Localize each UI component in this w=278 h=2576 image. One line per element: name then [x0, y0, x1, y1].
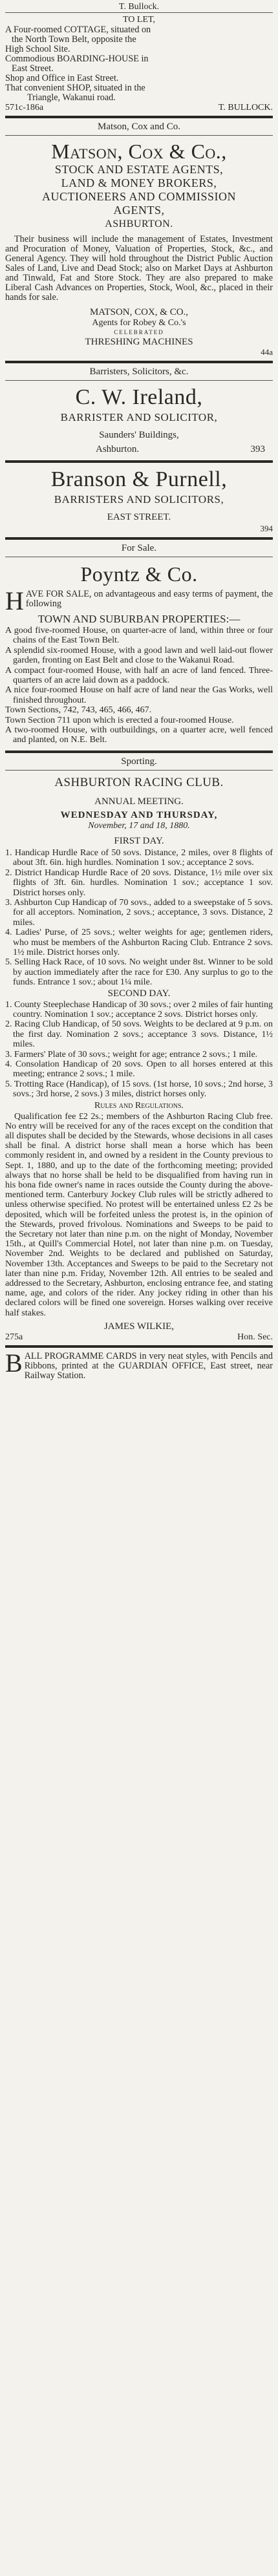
- property-item: A good five-roomed House, on quarter-acre of land, within three or four chains of the East Town Belt.: [5, 626, 273, 646]
- day2-head: SECOND DAY.: [107, 988, 171, 999]
- matson-subtitle: ASHBURTON.: [105, 218, 173, 229]
- race-event: 3. Ashburton Cup Handicap of 70 sovs., added to a sweepstake of 5 sovs. for all acceptors. Nomination, 2 sovs.; acceptance, 3 sovs. Distance, 2 miles.: [5, 897, 273, 928]
- branson-subtitle: BARRISTERS AND SOLICITORS,: [54, 493, 224, 506]
- matson-subtitle: STOCK AND ESTATE AGENTS,: [54, 163, 224, 176]
- race-event: 3. Farmers' Plate of 30 sovs.; weight for age; entrance 2 sovs.; 1 mile.: [5, 1049, 258, 1059]
- poyntz-advert: [5, 557, 273, 745]
- section-head-barristers: Barristers, Solicitors, &c.: [89, 367, 189, 377]
- bullock-signoff: [5, 103, 273, 113]
- bullock-signature-top: T. Bullock.: [118, 2, 160, 12]
- matson-title: Matson, Cox & Co.,: [51, 140, 227, 163]
- ireland-subtitle: BARRISTER AND SOLICITOR,: [60, 411, 218, 423]
- matson-sign: MATSON, COX, & CO.,: [89, 307, 189, 317]
- matson-agents: Agents for Robey & Co.'s: [92, 318, 186, 328]
- advert-sign: T. BULLOCK.: [218, 103, 273, 112]
- race-event: 1. Handicap Hurdle Race of 50 sovs. Distance, 2 miles, over 8 flights of about 3ft. 6in. high hurdles. Nomination 1 sov.; acceptance 2 sovs.: [5, 847, 273, 868]
- to-let-line: A Four-roomed COTTAGE, situated on: [5, 25, 151, 35]
- ireland-ref: 393: [250, 444, 265, 454]
- advert-ref: 571c-186a: [5, 103, 44, 112]
- matson-ref: 44a: [261, 347, 273, 357]
- section-head-matson: Matson, Cox and Co.: [98, 122, 180, 132]
- racing-signoff: [5, 1332, 273, 1343]
- to-let-line: Shop and Office in East Street.: [5, 73, 119, 83]
- matson-celebrated: CELEBRATED: [114, 329, 164, 335]
- ireland-place: Saunders' Buildings,: [99, 430, 179, 440]
- race-event: 5. Trotting Race (Handicap), of 15 sovs. (1st horse, 10 sovs.; 2nd horse, 3 sovs.; 3rd horse, 2 sovs.) 3 miles, district horses only.: [5, 1079, 273, 1100]
- property-item: A nice four-roomed House on half acre of land near the Gas Works, well finished throughout.: [5, 685, 273, 705]
- guardian-para: [5, 1348, 273, 1381]
- section-head-for-sale: For Sale.: [121, 543, 157, 553]
- race-event: 5. Selling Hack Race, of 10 sovs. No weight under 8st. Winner to be sold by auction immediately after the race for £30. Any surplus to go to the funds. Entrance 1 sov.; about 1¼ mile.: [5, 957, 273, 988]
- guardian-advert: [5, 1348, 273, 1381]
- branson-advert: [5, 463, 273, 533]
- property-item: A two-roomed House, with outbuildings, on a quarter acre, well fenced and planted, on N.E. Belt.: [5, 725, 273, 745]
- racing-meeting: ANNUAL MEETING.: [94, 796, 184, 807]
- to-let-line: High School Site.: [5, 44, 70, 54]
- to-let-line: That convenient SHOP, situated in the: [5, 83, 145, 93]
- race-event: 2. Racing Club Handicap, of 50 sovs. Weights to be declared at 9 p.m. on the first day. Nomination 2 sovs.; acceptance 3 sovs. Distance, 1½ miles.: [5, 1019, 273, 1050]
- to-let-line: Commodious BOARDING-HOUSE in: [5, 54, 149, 64]
- branson-ref: 394: [260, 524, 273, 533]
- property-item: A compact four-roomed House, with half an acre of land fenced. Three-quarters of an acre laid down as a paddock.: [5, 665, 273, 686]
- racing-sign: JAMES WILKIE,: [103, 1321, 175, 1332]
- branson-place: EAST STREET.: [107, 512, 171, 522]
- poyntz-intro-para: [5, 586, 273, 615]
- divider: [5, 12, 273, 13]
- race-event: 4. Ladies' Purse, of 25 sovs.; welter weights for age; gentlemen riders, who must be members of the Ashburton Racing Club. Entrance 2 sovs. 1½ mile. District horses only.: [5, 928, 273, 957]
- poyntz-title: Poyntz & Co.: [80, 562, 198, 586]
- ireland-advert: [5, 381, 273, 456]
- racing-club: ASHBURTON RACING CLUB.: [54, 775, 224, 789]
- race-event: 1. County Steeplechase Handicap of 30 sovs.; over 2 miles of fair hunting country. Nomination 1 sov.; acceptance 2 sovs. District horses only.: [5, 999, 273, 1019]
- ireland-town-row: [5, 442, 273, 456]
- matson-subtitle: AUCTIONEERS AND COMMISSION: [41, 190, 237, 203]
- race-event: 2. District Handicap Hurdle Race of 20 sovs. Distance, 1½ mile over six flights of 3ft. 6in. hurdles. Nomination 1 sov.; acceptance 1 sov. District horses only.: [5, 868, 273, 898]
- matson-subtitle: LAND & MONEY BROKERS,: [61, 176, 217, 189]
- to-let-line: East Street.: [12, 63, 54, 74]
- to-let-heading: TO LET,: [122, 15, 156, 25]
- property-item: Town Section 711 upon which is erected a four-roomed House.: [5, 715, 234, 725]
- racing-dates-2: November, 17 and 18, 1880.: [88, 820, 190, 831]
- matson-machines: THRESHING MACHINES: [85, 337, 193, 347]
- ireland-name: C. W. Ireland,: [75, 385, 203, 409]
- racing-ref: 275a: [5, 1332, 23, 1342]
- property-item: A splendid six-roomed House, with a good lawn and well laid-out flower garden, fronting on East Belt and close to the Wakanui Road.: [5, 645, 273, 666]
- branson-name: Branson & Purnell,: [50, 467, 228, 491]
- racing-advert: [5, 771, 273, 1343]
- rules-body: Qualification fee £2 2s.; members of the Ashburton Racing Club free. No entry will be received for any of the races except on the condition that all disputes shall be decided by the Stewards, whose decisions in all cases shall be final. A district horse shall mean a horse which has been commonly resident in, and owned by a resident in the County previous to Sept. 1, 1880, and up to the date of the forthcoming meeting; provided always that no horse shall be held to be disqualified from having run in his bona fide owner's name in races outside the County during the above-mentioned term. Canterbury Jockey Club rules will be strictly adhered to unless otherwise specified. No protest will be entertained unless £2 2s be deposited, which will be forfeited unless the protest is, in the opinion of the Stewards, proved frivolous. Nominations and Sweeps to be paid to the Secretary not later than nine p.m. on the night of Monday, November 15th., at Quill's Commercial Hotel, not later than nine p.m. on Tuesday, November 2nd. Weights to be declared and published on Saturday, November 13th. Acceptances and Sweeps to be paid to the Secretary not later than nine p.m. Friday, November 12th. All entries to be sealed and addressed to the Secretary, Ashburton, enclosing entrance fee, and stating name, age, and colors of the rider. Any jockey riding in other than his declared colors will be fined one sovereign. Horses walking over receive half stakes.: [5, 1111, 273, 1318]
- matson-body: Their business will include the management of Estates, Investment and Procuration of Money, Valuation of Properties, Stock, &c., and General Agency. They will hold throughout the District Public Auction Sales of Land, Live and Dead Stock; also on Market Days at Ashburton and Tinwald, Fat and Store Stock. They are also prepared to make Liberal Cash Advances on Properties, Stock, Wool, &c., placed in their hands for sale.: [5, 234, 273, 303]
- ireland-town: Ashburton.: [96, 444, 140, 454]
- guardian-dropcap: B: [5, 1348, 23, 1378]
- property-item: Town Sections, 742, 743, 465, 466, 467.: [5, 705, 152, 716]
- guardian-text: ALL PROGRAMME CARDS in very neat styles, with Pencils and Ribbons, printed at the GUARDIAN OFFICE, East street, near Railway Station.: [24, 1350, 273, 1381]
- rules-head: Rules and Regulations.: [94, 1100, 184, 1111]
- matson-advert: [5, 136, 273, 357]
- racing-dates: WEDNESDAY AND THURSDAY,: [60, 809, 218, 820]
- section-head-sporting: Sporting.: [121, 756, 157, 767]
- to-let-line: the North Town Belt, opposite the: [12, 34, 136, 45]
- day1-head: FIRST DAY.: [114, 835, 164, 846]
- poyntz-props-head: TOWN AND SUBURBAN PROPERTIES:—: [37, 613, 241, 625]
- poyntz-dropcap: H: [5, 586, 24, 615]
- race-event: 4. Consolation Handicap of 20 sovs. Open to all horses entered at this meeting; entrance 2 sovs.; 1 mile.: [5, 1059, 273, 1080]
- racing-role: Hon. Sec.: [237, 1332, 273, 1342]
- matson-subtitle: AGENTS,: [113, 204, 165, 217]
- poyntz-intro: AVE FOR SALE, on advantageous and easy terms of payment, the following: [25, 589, 273, 609]
- bullock-advert: [5, 0, 273, 113]
- to-let-line: Triangle, Wakanui road.: [27, 92, 116, 103]
